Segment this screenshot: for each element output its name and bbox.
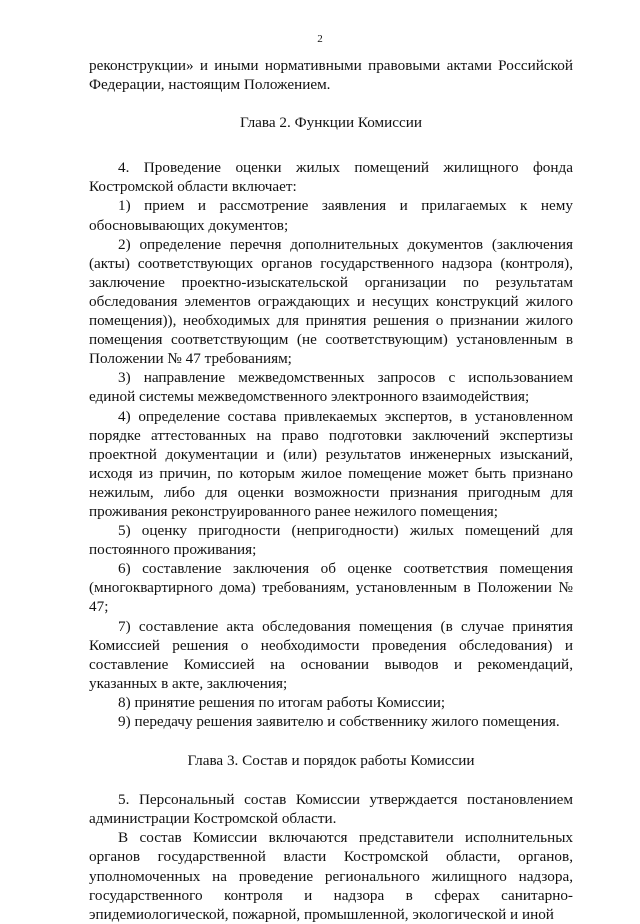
subitem-3-paragraph: 3) направление межведомственных запросов с использованием единой системы межведомственного электронного взаимодействия; [89, 369, 573, 406]
subitem-8-paragraph: 8) принятие решения по итогам работы Комиссии; [118, 693, 446, 711]
subitem-4-paragraph: 4) определение состава привлекаемых экспертов, в установленном порядке аттестованных на право подготовки заключений экспертизы проектной документации и (или) результатов инженерных изысканий, исходя из причин, по которым жилое помещение может быть признано нежилым, либо для оценки возможности признания пригодным для проживания реконструированного ранее нежилого помещения; [89, 407, 573, 520]
subitem-1-paragraph: 1) прием и рассмотрение заявления и прилагаемых к нему обосновывающих документов; [89, 197, 573, 234]
page-number: 2 [317, 33, 323, 45]
subitem-9-paragraph: 9) передачу решения заявителю и собственнику жилого помещения. [118, 713, 560, 730]
intro-continuation-paragraph: реконструкции» и иными нормативными правовыми актами Российской Федерации, настоящим Положением. [89, 57, 573, 94]
subitem-7-paragraph: 7) составление акта обследования помещения (в случае принятия Комиссией решения о необходимости проведения обследования) и составление Комиссией на основании выводов и рекомендаций, указанных в акте, заключения; [89, 617, 573, 692]
item-4-lead-paragraph: 4. Проведение оценки жилых помещений жилищного фонда Костромской области включает: [89, 159, 573, 196]
chapter-3-heading: Глава 3. Состав и порядок работы Комиссии [187, 752, 475, 770]
subitem-5-paragraph: 5) оценку пригодности (непригодности) жилых помещений для постоянного проживания; [89, 522, 573, 559]
commission-composition-paragraph: В состав Комиссии включаются представители исполнительных органов государственной власти Костромской области, органов, уполномоченных на проведение регионального жилищного надзора, государственного контроля и надзора в сферах санитарно-эпидемиологической, пожарной, промышленной, экологической и иной [89, 829, 573, 923]
item-5-paragraph: 5. Персональный состав Комиссии утверждается постановлением администрации Костромской области. [89, 791, 573, 828]
chapter-2-heading: Глава 2. Функции Комиссии [239, 114, 423, 132]
subitem-2-paragraph: 2) определение перечня дополнительных документов (заключения (акты) соответствующих органов государственного надзора (контроля), заключение проектно-изыскательской организации по результатам обследования элементов ограждающих и несущих конструкций жилого помещения)), необходимых для принятия решения о признании жилого помещения соответствующим (не соответствующим) установленным в Положении № 47 требованиям; [89, 235, 573, 368]
subitem-6-paragraph: 6) составление заключения об оценке соответствия помещения (многоквартирного дома) требованиям, установленным в Положении № 47; [89, 560, 573, 616]
document-body [89, 56, 573, 924]
